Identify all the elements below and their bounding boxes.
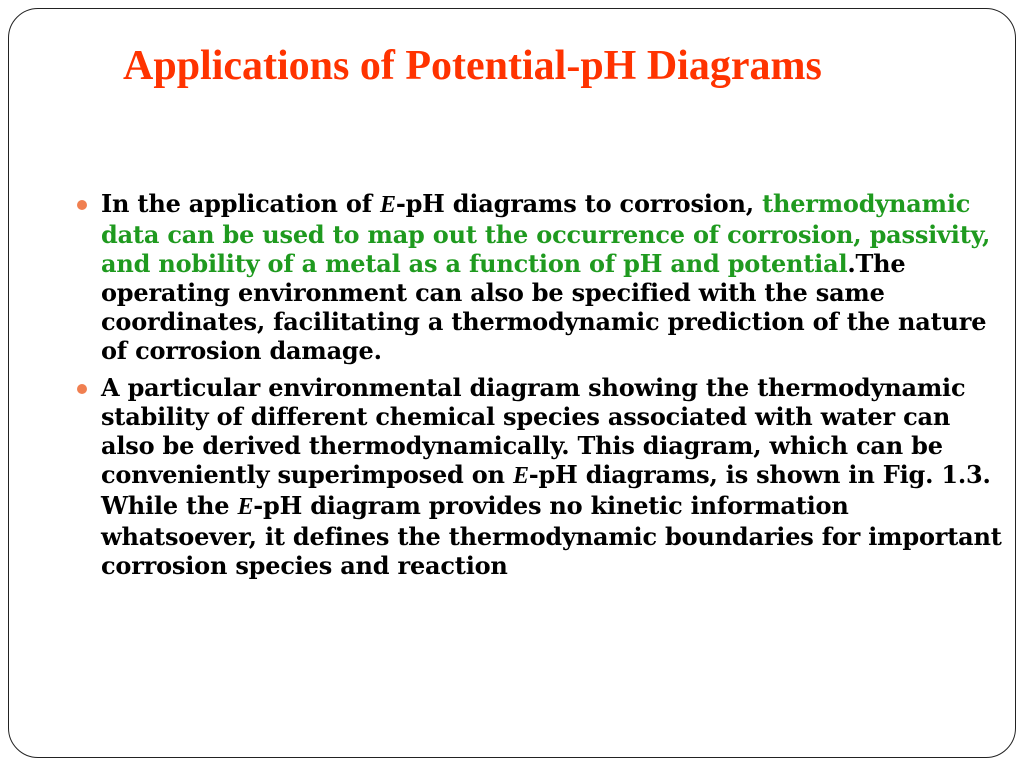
bullet-dot-icon: [77, 200, 87, 210]
bullet-item-2: [75, 373, 1005, 580]
bullet-1-highlight: thermodynamic data can be used to map out the occurrence of corrosion, passivity, and nobility of a metal as a function of pH and potential: [101, 189, 991, 278]
bullet-item-1: [75, 189, 1005, 365]
bullet-2-variable-e-2: E: [237, 494, 254, 520]
bullet-dot-icon: [77, 384, 87, 394]
bullet-1-text-c: .The operating environment can also be specified with the same coordinates, facilitating a thermodynamic prediction of the nature of corrosion damage.: [101, 249, 987, 365]
bullet-1-text-a: In the application of: [101, 189, 381, 218]
bullet-1-text-b: -pH diagrams to corrosion,: [395, 189, 763, 218]
slide-frame: [8, 8, 1016, 758]
bullet-2-text-a: A particular environmental diagram showing the thermodynamic stability of different chemical species associated with water can also be derived thermodynamically. This diagram, which can be conveniently superimposed on: [101, 373, 966, 489]
bullet-1-variable-e: E: [380, 192, 396, 218]
slide-title: Applications of Potential-pH Diagrams: [123, 43, 822, 89]
bullet-2-text-c: -pH diagram provides no kinetic information whatsoever, it defines the thermodynamic boundaries for important corrosion species and reaction: [101, 491, 1002, 580]
bullet-2-text-b: -pH diagrams, is shown in Fig. 1.3. While the: [101, 460, 991, 520]
bullet-2-variable-e-1: E: [512, 463, 529, 489]
bullet-list: [75, 189, 1005, 588]
